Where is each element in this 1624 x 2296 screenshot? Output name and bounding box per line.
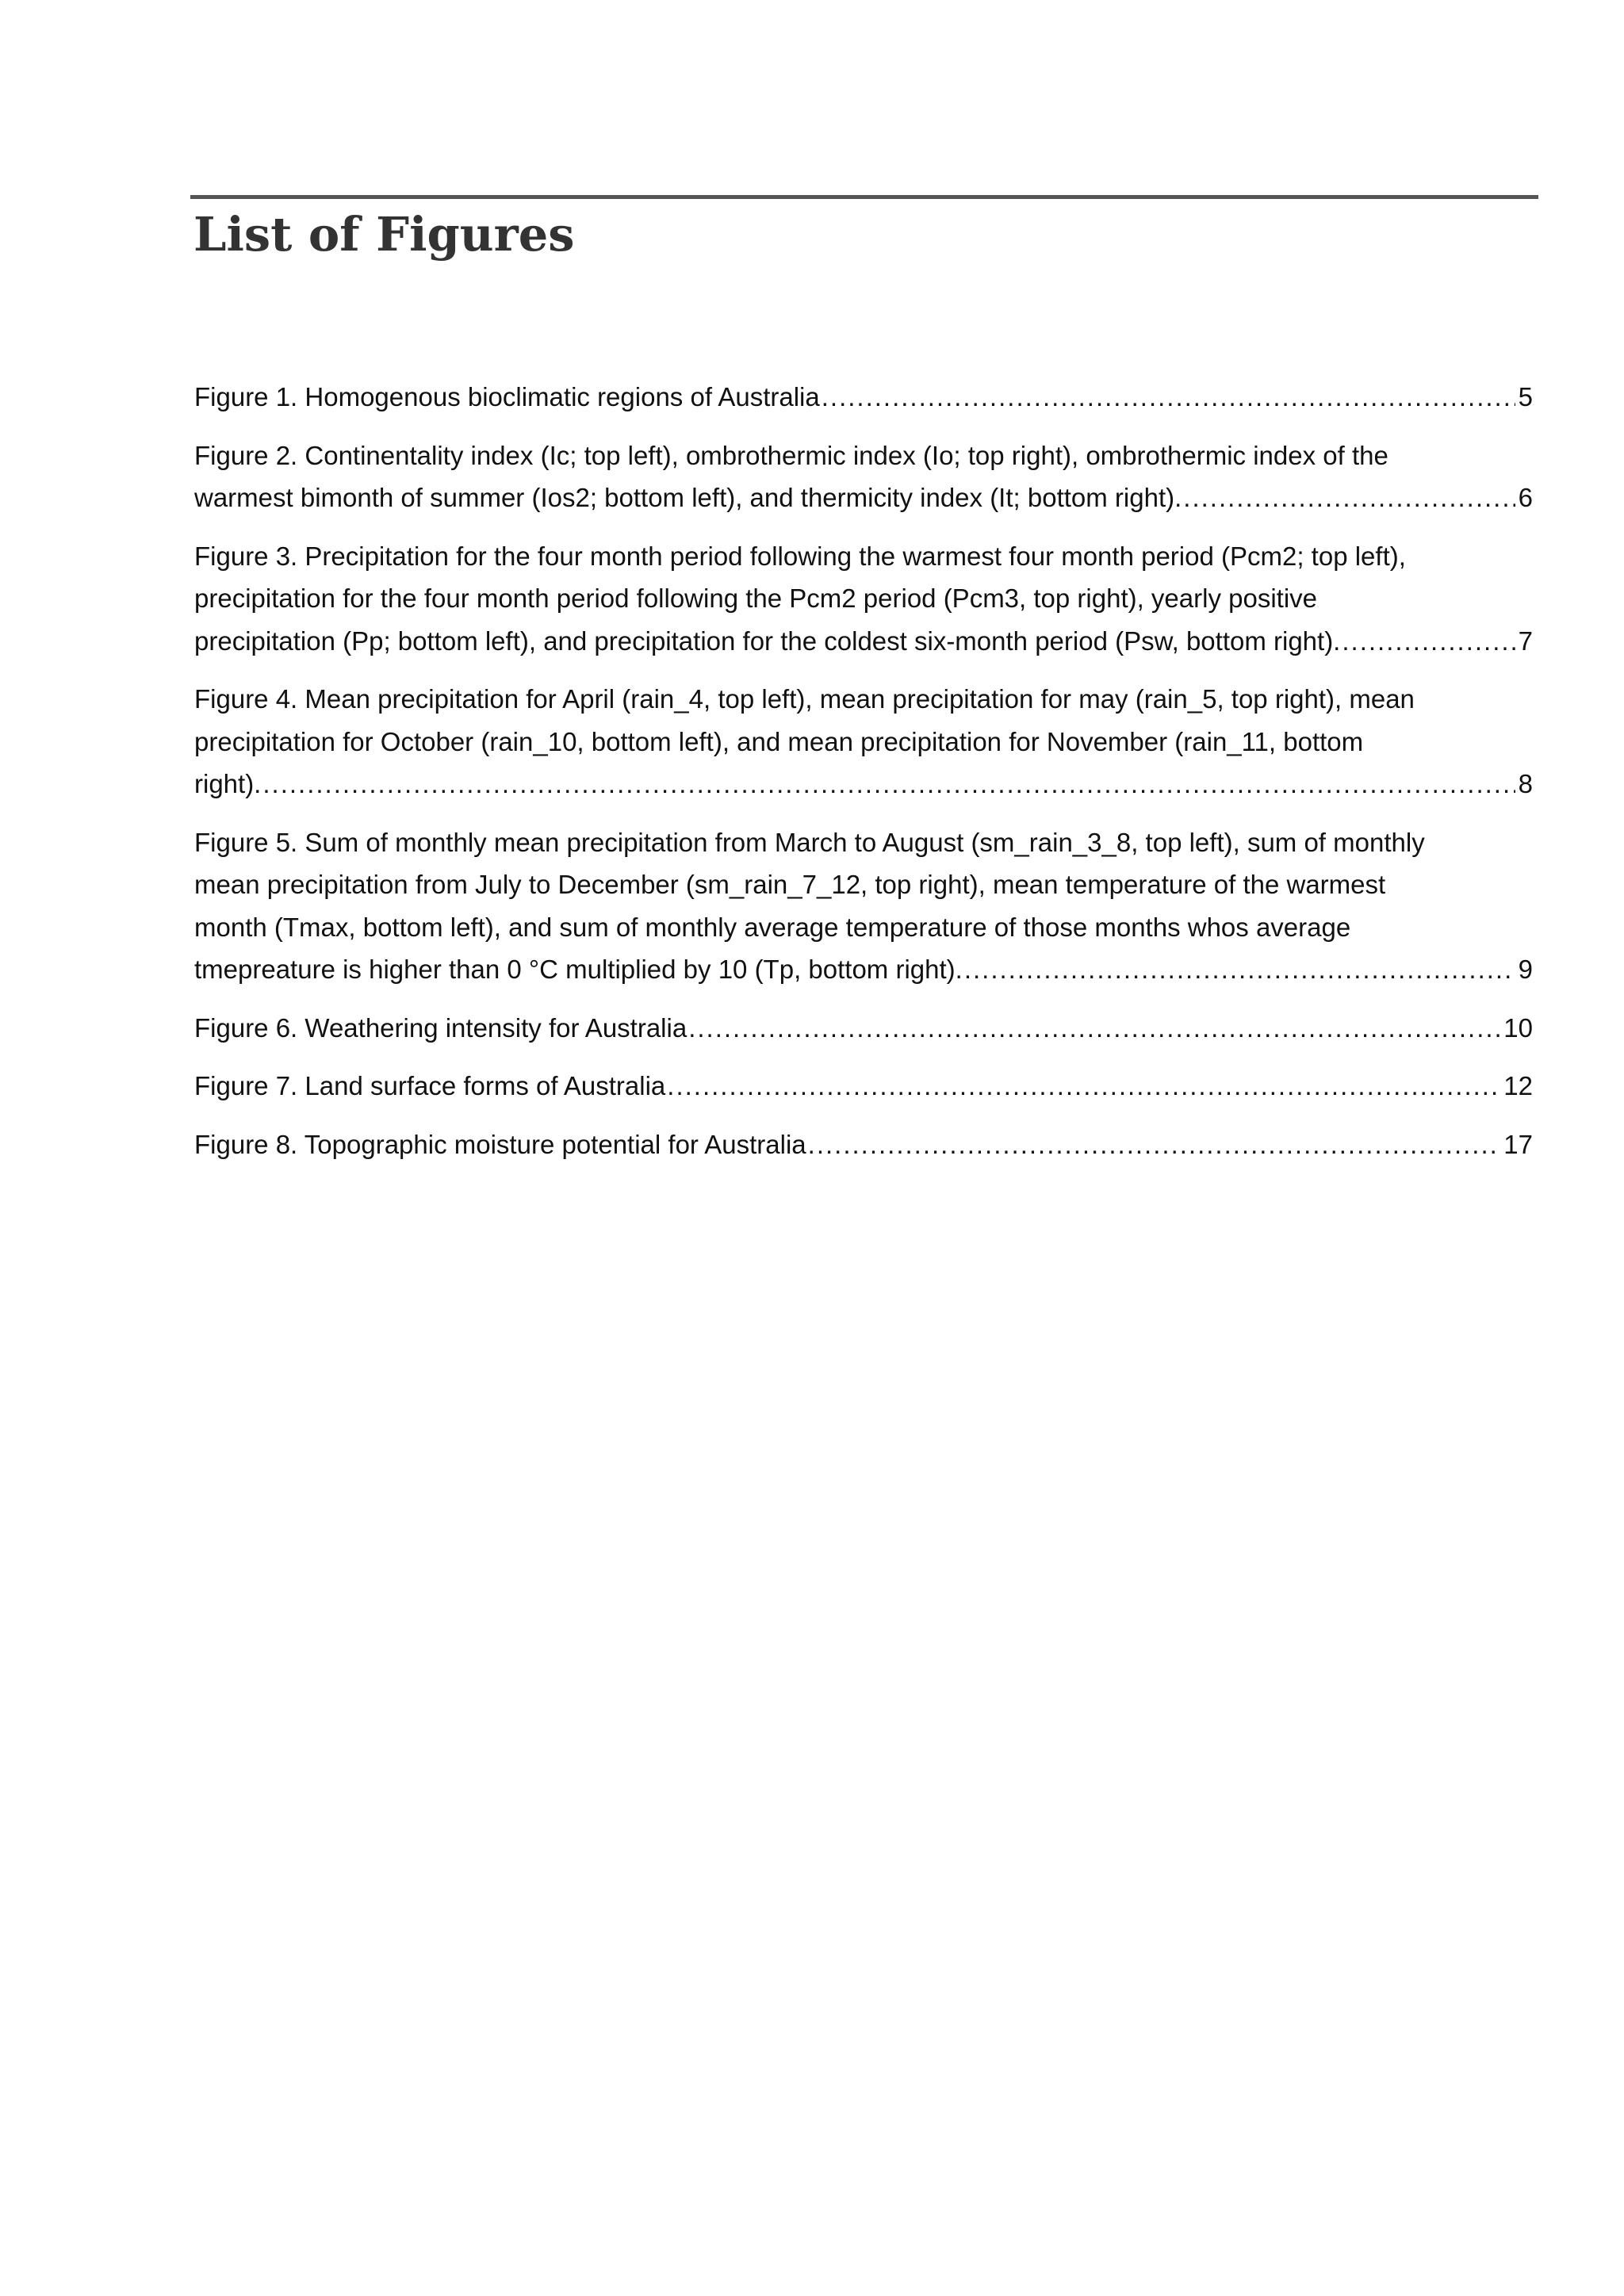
- entry-caption: Figure 7. Land surface forms of Australia: [194, 1071, 666, 1100]
- figure-entry-5[interactable]: [194, 821, 1533, 991]
- entry-caption-line: Figure 5. Sum of monthly mean precipitation from March to August (sm_rain_3_8, top left), sum of monthly: [194, 827, 1425, 857]
- page-title: List of Figures: [193, 207, 575, 262]
- entry-caption-line: precipitation for October (rain_10, bottom left), and mean precipitation for November (rain_11, bottom: [194, 726, 1364, 756]
- dot-leader: [964, 948, 1515, 991]
- dot-leader: [822, 376, 1515, 419]
- figure-entry-1[interactable]: [194, 376, 1533, 419]
- page-number: 8: [1518, 769, 1533, 798]
- entry-caption: warmest bimonth of summer (Ios2; bottom left), and thermicity index (It; bottom right).: [194, 483, 1182, 512]
- entry-line: [194, 1065, 1533, 1108]
- entry-caption: Figure 8. Topographic moisture potential for Australia: [194, 1129, 806, 1159]
- figure-entry-6[interactable]: [194, 1007, 1533, 1050]
- page-number: 5: [1518, 382, 1533, 411]
- figure-entry-2[interactable]: [194, 434, 1533, 519]
- entry-caption: tmepreature is higher than 0 °C multiplied by 10 (Tp, bottom right).: [194, 955, 963, 984]
- page-number: 9: [1518, 955, 1533, 984]
- dot-leader: [1183, 476, 1515, 519]
- heading-rule: [190, 195, 1538, 199]
- entry-caption: Figure 1. Homogenous bioclimatic regions of Australia: [194, 382, 820, 411]
- figure-entry-4[interactable]: [194, 678, 1533, 806]
- dot-leader: [262, 763, 1515, 806]
- page-number: 7: [1518, 626, 1533, 656]
- figure-entry-7[interactable]: [194, 1065, 1533, 1108]
- page-number: 10: [1503, 1012, 1533, 1043]
- entry-line: [194, 476, 1533, 519]
- dot-leader: [688, 1007, 1500, 1050]
- entry-caption-line: Figure 4. Mean precipitation for April (rain_4, top left), mean precipitation for may (rain_5, top right), mean: [194, 684, 1415, 714]
- page-number: 12: [1503, 1071, 1533, 1100]
- entry-caption-line: month (Tmax, bottom left), and sum of monthly average temperature of those months whos average: [194, 912, 1351, 942]
- entry-caption-line: precipitation for the four month period following the Pcm2 period (Pcm3, top right), yearly positive: [194, 584, 1318, 613]
- figure-list: [194, 376, 1533, 1181]
- dot-leader: [1342, 620, 1515, 663]
- entry-line: [194, 620, 1533, 663]
- entry-caption-line: Figure 3. Precipitation for the four month period following the warmest four month period (Pcm2; top left),: [194, 541, 1406, 571]
- page-number: 17: [1503, 1129, 1533, 1159]
- entry-caption-line: mean precipitation from July to December (sm_rain_7_12, top right), mean temperature of the warmest: [194, 870, 1386, 899]
- entry-caption: Figure 6. Weathering intensity for Australia: [194, 1012, 688, 1043]
- entry-line: [194, 376, 1533, 419]
- entry-caption: precipitation (Pp; bottom left), and precipitation for the coldest six-month period (Psw, bottom right).: [194, 626, 1341, 656]
- dot-leader: [808, 1123, 1501, 1166]
- dot-leader: [667, 1065, 1500, 1108]
- figure-entry-8[interactable]: [194, 1123, 1533, 1166]
- figure-entry-3[interactable]: [194, 535, 1533, 663]
- entry-line: [194, 763, 1533, 806]
- entry-caption: right).: [194, 769, 262, 798]
- entry-line: [194, 1007, 1533, 1050]
- entry-line: [194, 948, 1533, 991]
- entry-caption-line: Figure 2. Continentality index (Ic; top left), ombrothermic index (Io; top right), ombrothermic index of the: [194, 440, 1388, 470]
- entry-line: [194, 1123, 1533, 1166]
- page-number: 6: [1518, 483, 1533, 512]
